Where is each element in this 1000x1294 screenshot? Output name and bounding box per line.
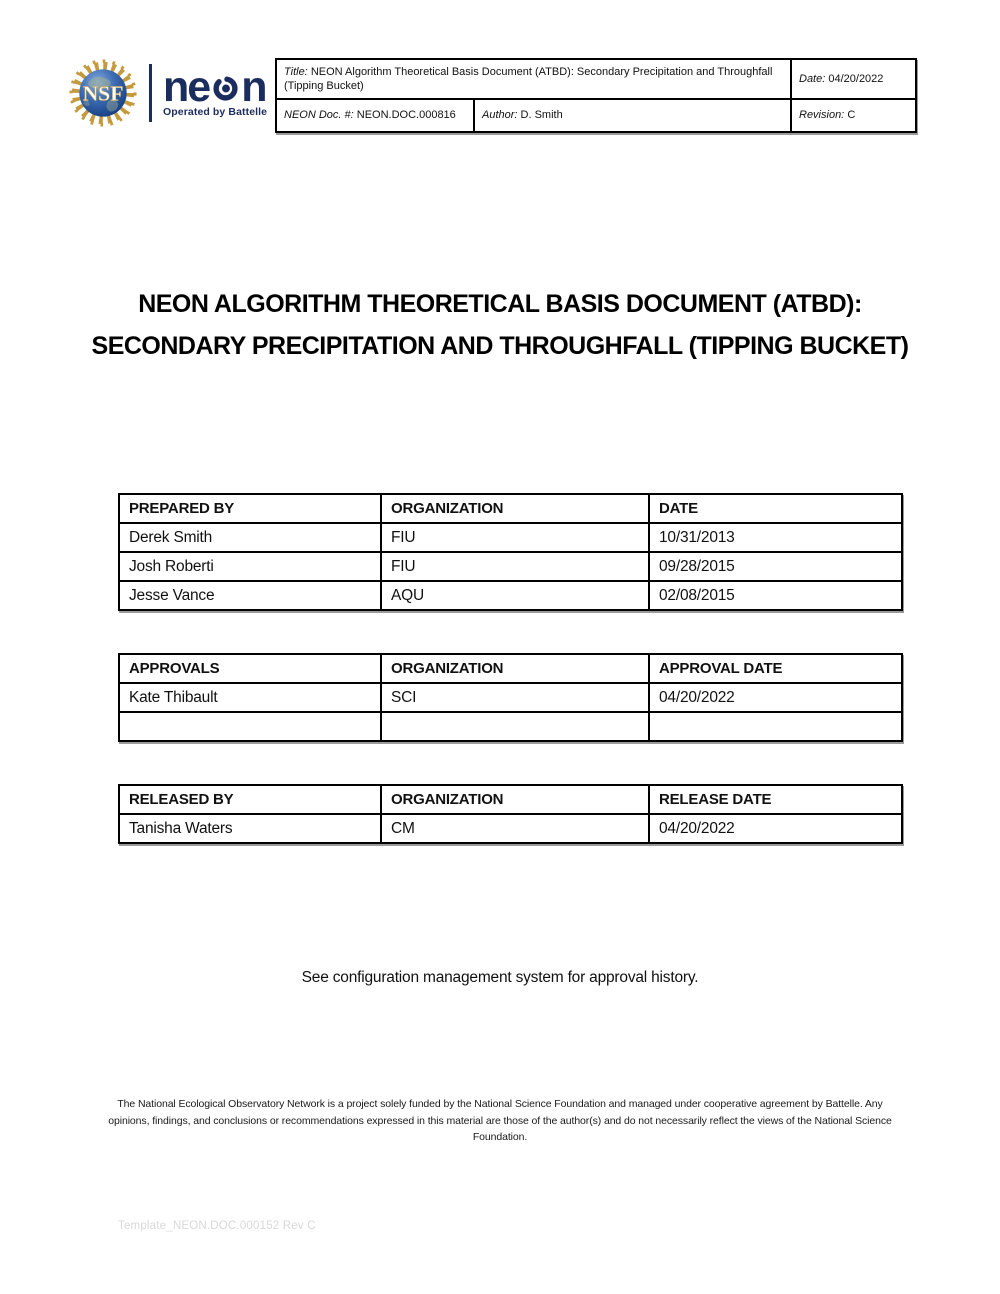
column-header: DATE — [649, 494, 902, 523]
info-cell-date — [791, 59, 916, 99]
date: 09/28/2015 — [649, 552, 902, 581]
neon-wordmark-ne: ne — [163, 62, 210, 111]
doc-number-label: NEON Doc. #: — [284, 109, 354, 122]
nsf-disclaimer: The National Ecological Observatory Network is a project solely funded by the National Science Foundation and managed under cooperative agreement by Battelle. Any opinions, findings, and conclusions or recommendations expressed in this material are those of the author(s) and do not necessarily reflect the views of the National Science Foundation. — [108, 1098, 892, 1143]
date-value: 04/20/2022 — [828, 72, 884, 85]
document-info-table — [275, 58, 917, 133]
column-header: APPROVAL DATE — [649, 654, 902, 683]
date: 10/31/2013 — [649, 523, 902, 552]
date — [649, 712, 902, 741]
table-header-row — [119, 494, 902, 523]
released-by-table — [118, 784, 903, 844]
date-label: Date: — [799, 72, 826, 85]
table-row — [119, 814, 902, 843]
preparer-name: Josh Roberti — [119, 552, 381, 581]
organization: SCI — [381, 683, 649, 712]
preparer-name: Jesse Vance — [119, 581, 381, 610]
title-value: NEON Algorithm Theoretical Basis Document (ATBD): Secondary Precipitation and Throughfall (Tipping Bucket) — [284, 65, 773, 92]
organization: CM — [381, 814, 649, 843]
column-header: APPROVALS — [119, 654, 381, 683]
cms-approval-note: See configuration management system for approval history. — [301, 969, 699, 986]
page-title: NEON ALGORITHM THEORETICAL BASIS DOCUMENT (ATBD): SECONDARY PRECIPITATION AND THROUGHFALL (TIPPING BUCKET) — [91, 290, 909, 360]
approvals-table — [118, 653, 903, 742]
doc-number-value: NEON.DOC.000816 — [356, 109, 456, 122]
revision-value: C — [847, 109, 856, 122]
column-header: ORGANIZATION — [381, 654, 649, 683]
info-table-row-title — [276, 59, 916, 99]
title-label: Title: — [284, 65, 308, 78]
info-cell-doc-number — [276, 99, 474, 132]
prepared-by-table — [118, 493, 903, 611]
table-row — [119, 581, 902, 610]
date: 04/20/2022 — [649, 814, 902, 843]
organization: FIU — [381, 523, 649, 552]
neon-wordmark — [163, 62, 267, 111]
logo-block — [68, 56, 267, 130]
organization: FIU — [381, 552, 649, 581]
neon-swirl-o-icon — [211, 74, 240, 103]
table-row — [119, 552, 902, 581]
preparer-name: Derek Smith — [119, 523, 381, 552]
organization — [381, 712, 649, 741]
releaser-name: Tanisha Waters — [119, 814, 381, 843]
organization: AQU — [381, 581, 649, 610]
nsf-logo-icon — [68, 58, 138, 128]
revision-label: Revision: — [799, 109, 845, 122]
date: 02/08/2015 — [649, 581, 902, 610]
info-table-row-doc — [276, 99, 916, 132]
column-header: RELEASE DATE — [649, 785, 902, 814]
column-header: RELEASED BY — [119, 785, 381, 814]
table-row — [119, 683, 902, 712]
info-cell-revision — [791, 99, 916, 132]
author-label: Author: — [482, 109, 518, 122]
table-header-row — [119, 785, 902, 814]
table-row — [119, 523, 902, 552]
neon-wordmark-n: n — [241, 62, 266, 111]
date: 04/20/2022 — [649, 683, 902, 712]
table-header-row — [119, 654, 902, 683]
neon-logo — [163, 62, 268, 118]
nsf-logo-text: NSF — [82, 81, 124, 106]
table-row-empty — [119, 712, 902, 741]
logo-divider — [149, 64, 152, 122]
column-header: ORGANIZATION — [381, 785, 649, 814]
approver-name — [119, 712, 381, 741]
neon-tagline: Operated by Battelle — [163, 105, 268, 118]
author-value: D. Smith — [520, 109, 563, 122]
info-cell-title — [276, 59, 791, 99]
info-cell-author — [474, 99, 791, 132]
column-header: PREPARED BY — [119, 494, 381, 523]
column-header: ORGANIZATION — [381, 494, 649, 523]
approver-name: Kate Thibault — [119, 683, 381, 712]
template-reference: Template_NEON.DOC.000152 Rev C — [118, 1220, 316, 1232]
